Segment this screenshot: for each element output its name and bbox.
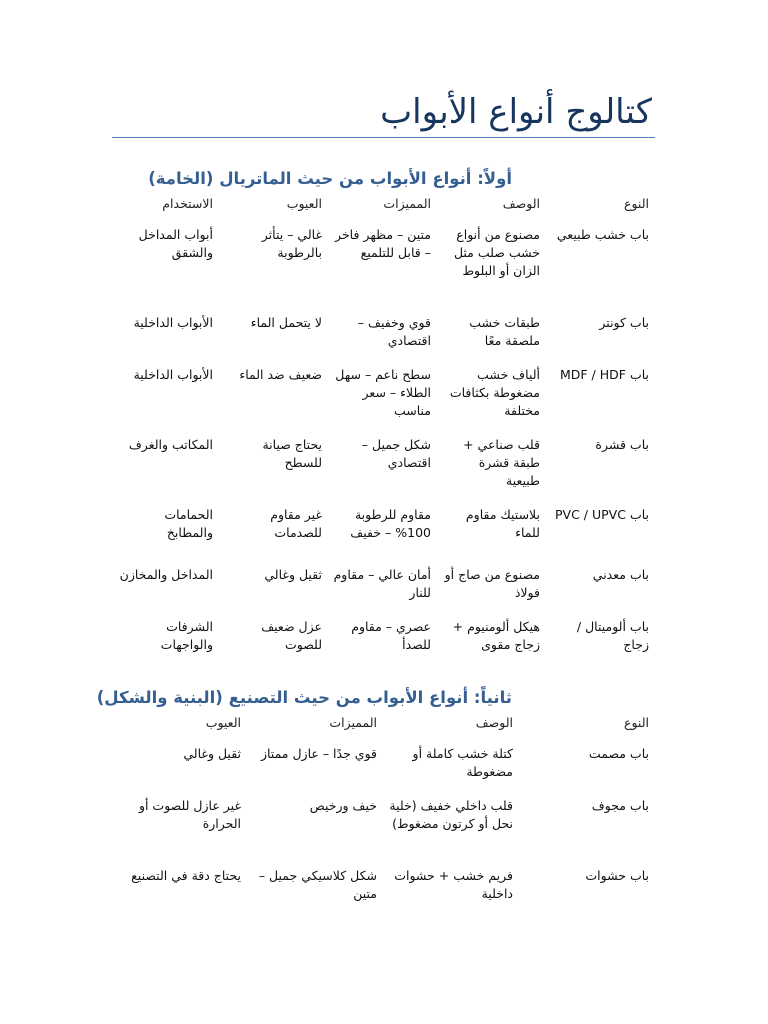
cell-type: باب مجوف: [591, 798, 649, 813]
header-description: الوصف: [502, 196, 540, 211]
cell-advantages: خيف ورخيص: [309, 798, 377, 813]
cell-advantages: مقاوم للرطوبة 100% – خفيف: [350, 507, 431, 540]
header-description: الوصف: [475, 715, 513, 730]
cell-type: باب حشوات: [585, 868, 649, 883]
cell-disadvantages: ضعيف ضد الماء: [239, 367, 322, 382]
cell-type: باب معدني: [592, 567, 649, 582]
cell-advantages: سطح ناعم – سهل الطلاء – سعر مناسب: [335, 367, 431, 418]
cell-disadvantages: يحتاج دقة في التصنيع: [131, 868, 241, 883]
cell-usage: المداخل والمخازن: [119, 567, 213, 582]
cell-advantages: شكل جميل – اقتصادي: [361, 437, 431, 470]
section-heading-construction: ثانياً: أنواع الأبواب من حيث التصنيع (البنية والشكل): [96, 688, 512, 707]
cell-description: قلب صناعي + طبقة قشرة طبيعية: [463, 437, 540, 488]
cell-disadvantages: عزل ضعيف للصوت: [261, 619, 322, 652]
cell-description: بلاستيك مقاوم للماء: [465, 507, 540, 540]
cell-disadvantages: غير مقاوم للصدمات: [270, 507, 322, 540]
page-title: كتالوج أنواع الأبواب: [380, 92, 652, 132]
header-usage: الاستخدام: [162, 196, 213, 211]
cell-advantages: متين – مظهر فاخر – قابل للتلميع: [335, 227, 431, 260]
header-advantages: المميزات: [383, 196, 431, 211]
cell-description: هيكل ألومنيوم + زجاج مقوى: [452, 619, 540, 652]
cell-disadvantages: ثقيل وغالي: [183, 746, 241, 761]
cell-disadvantages: غير عازل للصوت أو الحرارة: [138, 798, 241, 831]
header-disadvantages: العيوب: [286, 196, 322, 211]
header-disadvantages: العيوب: [205, 715, 241, 730]
cell-usage: المكاتب والغرف: [128, 437, 213, 452]
cell-advantages: قوي وخفيف – اقتصادي: [357, 315, 431, 348]
cell-usage: الحمامات والمطابخ: [164, 507, 213, 540]
cell-type: باب مصمت: [588, 746, 649, 761]
cell-description: قلب داخلي خفيف (خلية نحل أو كرتون مضغوط): [389, 798, 513, 831]
cell-description: مصنوع من صاج أو فولاذ: [444, 567, 540, 600]
construction-table: [112, 714, 655, 919]
cell-description: فريم خشب + حشوات داخلية: [394, 868, 513, 901]
cell-disadvantages: لا يتحمل الماء: [250, 315, 322, 330]
title-divider: [112, 137, 655, 138]
cell-type: باب PVC / UPVC: [555, 507, 649, 522]
cell-description: طبقات خشب ملصقة معًا: [469, 315, 540, 348]
cell-type: باب MDF / HDF: [559, 367, 649, 382]
header-advantages: المميزات: [329, 715, 377, 730]
section-heading-material: أولاً: أنواع الأبواب من حيث الماتريال (الخامة): [148, 169, 512, 188]
header-type: النوع: [624, 196, 649, 211]
cell-disadvantages: يحتاج صيانة للسطح: [262, 437, 322, 470]
cell-type: باب قشرة: [595, 437, 649, 452]
header-type: النوع: [624, 715, 649, 730]
cell-type: باب خشب طبيعي: [556, 227, 649, 242]
cell-type: باب كونتر: [599, 315, 649, 330]
cell-usage: أبواب المداخل والشقق: [138, 227, 213, 260]
cell-usage: الأبواب الداخلية: [133, 367, 213, 382]
cell-disadvantages: ثقيل وغالي: [264, 567, 322, 582]
cell-usage: الأبواب الداخلية: [133, 315, 213, 330]
cell-disadvantages: غالي – يتأثر بالرطوبة: [261, 227, 322, 260]
cell-advantages: أمان عالي – مقاوم للنار: [333, 567, 431, 600]
cell-description: مصنوع من أنواع خشب صلب مثل الزان أو البلوط: [453, 227, 540, 278]
cell-advantages: عصري – مقاوم للصدأ: [351, 619, 431, 652]
cell-type: باب ألوميتال / زجاج: [576, 619, 649, 652]
cell-usage: الشرفات والواجهات: [160, 619, 213, 652]
cell-description: كتلة خشب كاملة أو مضغوطة: [412, 746, 513, 779]
cell-advantages: قوي جدًا – عازل ممتاز: [260, 746, 377, 761]
material-table: [112, 195, 655, 670]
cell-advantages: شكل كلاسيكي جميل – متين: [258, 868, 377, 901]
cell-description: ألياف خشب مضغوطة بكثافات مختلفة: [449, 367, 540, 418]
